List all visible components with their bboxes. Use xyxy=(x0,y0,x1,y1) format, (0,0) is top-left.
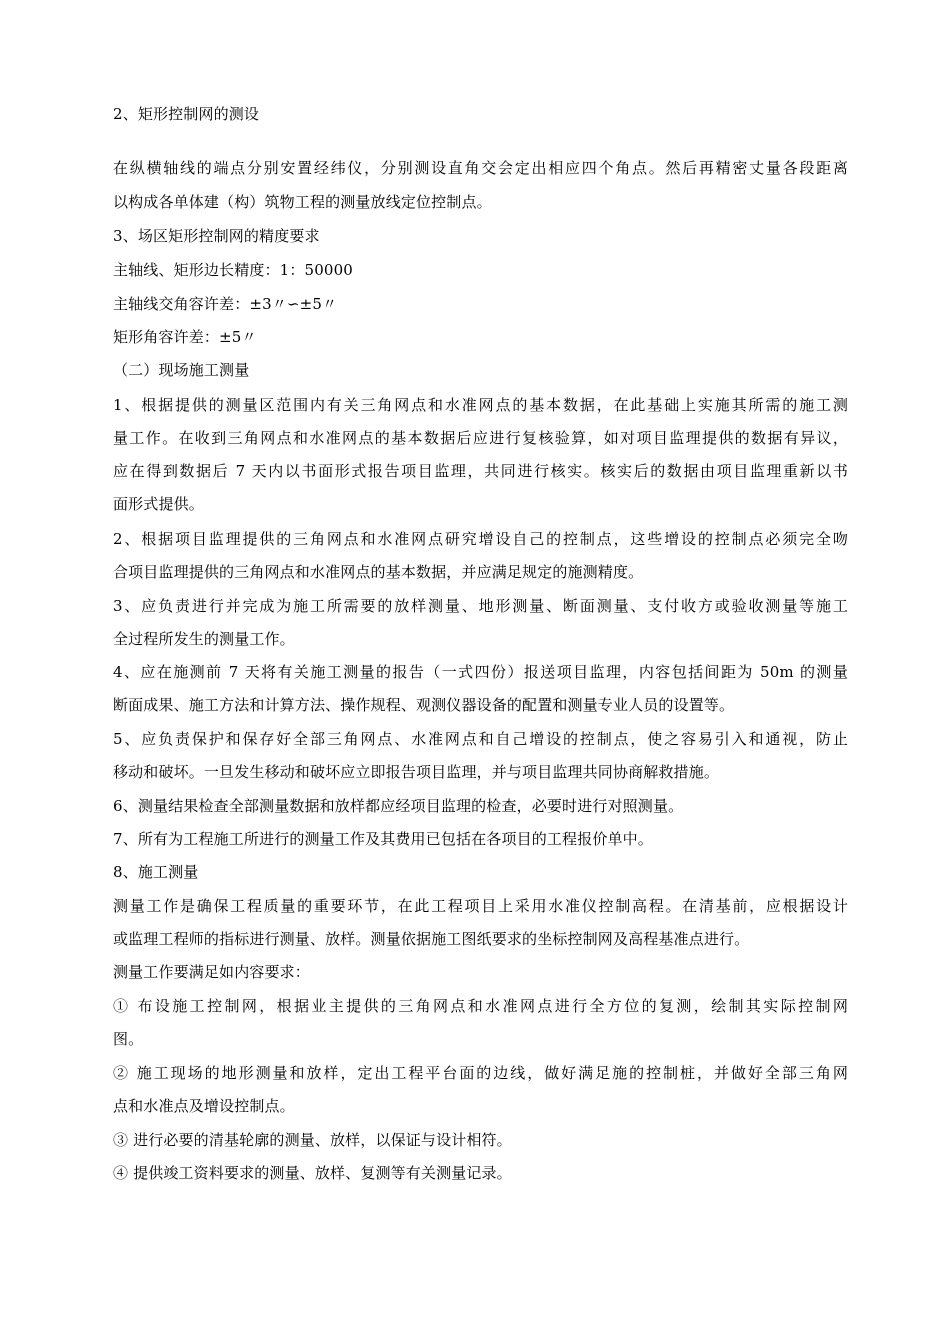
paragraph-line: 1、根据提供的测量区范围内有关三角网点和水准网点的基本数据，在此基础上实施其所需的施工测 xyxy=(113,396,848,414)
list-item-1-cont: 图。 xyxy=(113,1030,144,1048)
paragraph-line: 在纵横轴线的端点分别安置经纬仪，分别测设直角交会定出相应四个角点。然后再精密丈量各段距离 xyxy=(113,159,848,177)
paragraph-line: 2、根据项目监理提供的三角网点和水准网点研究增设自己的控制点，这些增设的控制点必须完全吻 xyxy=(113,530,848,548)
paragraph-line: 合项目监理提供的三角网点和水准网点的基本数据，并应满足规定的施测精度。 xyxy=(113,563,644,581)
paragraph-line: 应在得到数据后 7 天内以书面形式报告项目监理，共同进行核实。核实后的数据由项目监理重新以书 xyxy=(113,462,848,480)
list-item-4: ④ 提供竣工资料要求的测量、放样、复测等有关测量记录。 xyxy=(113,1164,512,1182)
paragraph-line: 量工作。在收到三角网点和水准网点的基本数据后应进行复核验算，如对项目监理提供的数据有异议， xyxy=(113,429,848,447)
paragraph-line: 移动和破坏。一旦发生移动和破坏应立即报告项目监理，并与项目监理共同协商解救措施。 xyxy=(113,763,720,781)
paragraph-line: 面形式提供。 xyxy=(113,495,204,513)
precision-item: 矩形角容许差：±5〃 xyxy=(113,328,257,346)
list-item-2-cont: 点和水准点及增设控制点。 xyxy=(113,1097,295,1115)
list-item-3: ③ 进行必要的清基轮廓的测量、放样，以保证与设计相符。 xyxy=(113,1131,512,1149)
precision-item: 主轴线交角容许差：±3〃∽±5〃 xyxy=(113,295,338,313)
heading-rect-control-network-setup: 2、矩形控制网的测设 xyxy=(113,105,260,123)
list-item-2: ② 施工现场的地形测量和放样，定出工程平台面的边线，做好满足施的控制桩，并做好全部三角网 xyxy=(113,1064,848,1082)
paragraph-line: 4、应在施测前 7 天将有关施工测量的报告（一式四份）报送项目监理，内容包括间距为 50m 的测量 xyxy=(113,663,848,681)
paragraph-line: 5、应负责保护和保存好全部三角网点、水准网点和自己增设的控制点，使之容易引入和通视，防止 xyxy=(113,730,848,748)
paragraph-line: 以构成各单体建（构）筑物工程的测量放线定位控制点。 xyxy=(113,193,492,211)
precision-item: 主轴线、矩形边长精度：1：50000 xyxy=(113,261,353,279)
paragraph-line: 6、测量结果检查全部测量数据和放样都应经项目监理的检查，必要时进行对照测量。 xyxy=(113,797,684,815)
paragraph-line: 测量工作要满足如内容要求： xyxy=(113,963,310,981)
paragraph-line: 7、所有为工程施工所进行的测量工作及其费用已包括在各项目的工程报价单中。 xyxy=(113,830,653,848)
list-item-1: ① 布设施工控制网，根据业主提供的三角网点和水准网点进行全方位的复测，绘制其实际控制网 xyxy=(113,997,848,1015)
heading-precision-requirements: 3、场区矩形控制网的精度要求 xyxy=(113,227,320,245)
paragraph-line: 或监理工程师的指标进行测量、放样。测量依据施工图纸要求的坐标控制网及高程基准点进行。 xyxy=(113,930,750,948)
paragraph-line: 断面成果、施工方法和计算方法、操作规程、观测仪器设备的配置和测量专业人员的设置等。 xyxy=(113,696,735,714)
paragraph-line: 3、应负责进行并完成为施工所需要的放样测量、地形测量、断面测量、支付收方或验收测量等施工 xyxy=(113,597,848,615)
paragraph-line: 全过程所发生的测量工作。 xyxy=(113,630,295,648)
section-heading-site-survey: （二）现场施工测量 xyxy=(113,361,250,379)
paragraph-line: 测量工作是确保工程质量的重要环节，在此工程项目上采用水准仪控制高程。在清基前，应根据设计 xyxy=(113,897,848,915)
heading-construction-survey: 8、施工测量 xyxy=(113,863,199,881)
